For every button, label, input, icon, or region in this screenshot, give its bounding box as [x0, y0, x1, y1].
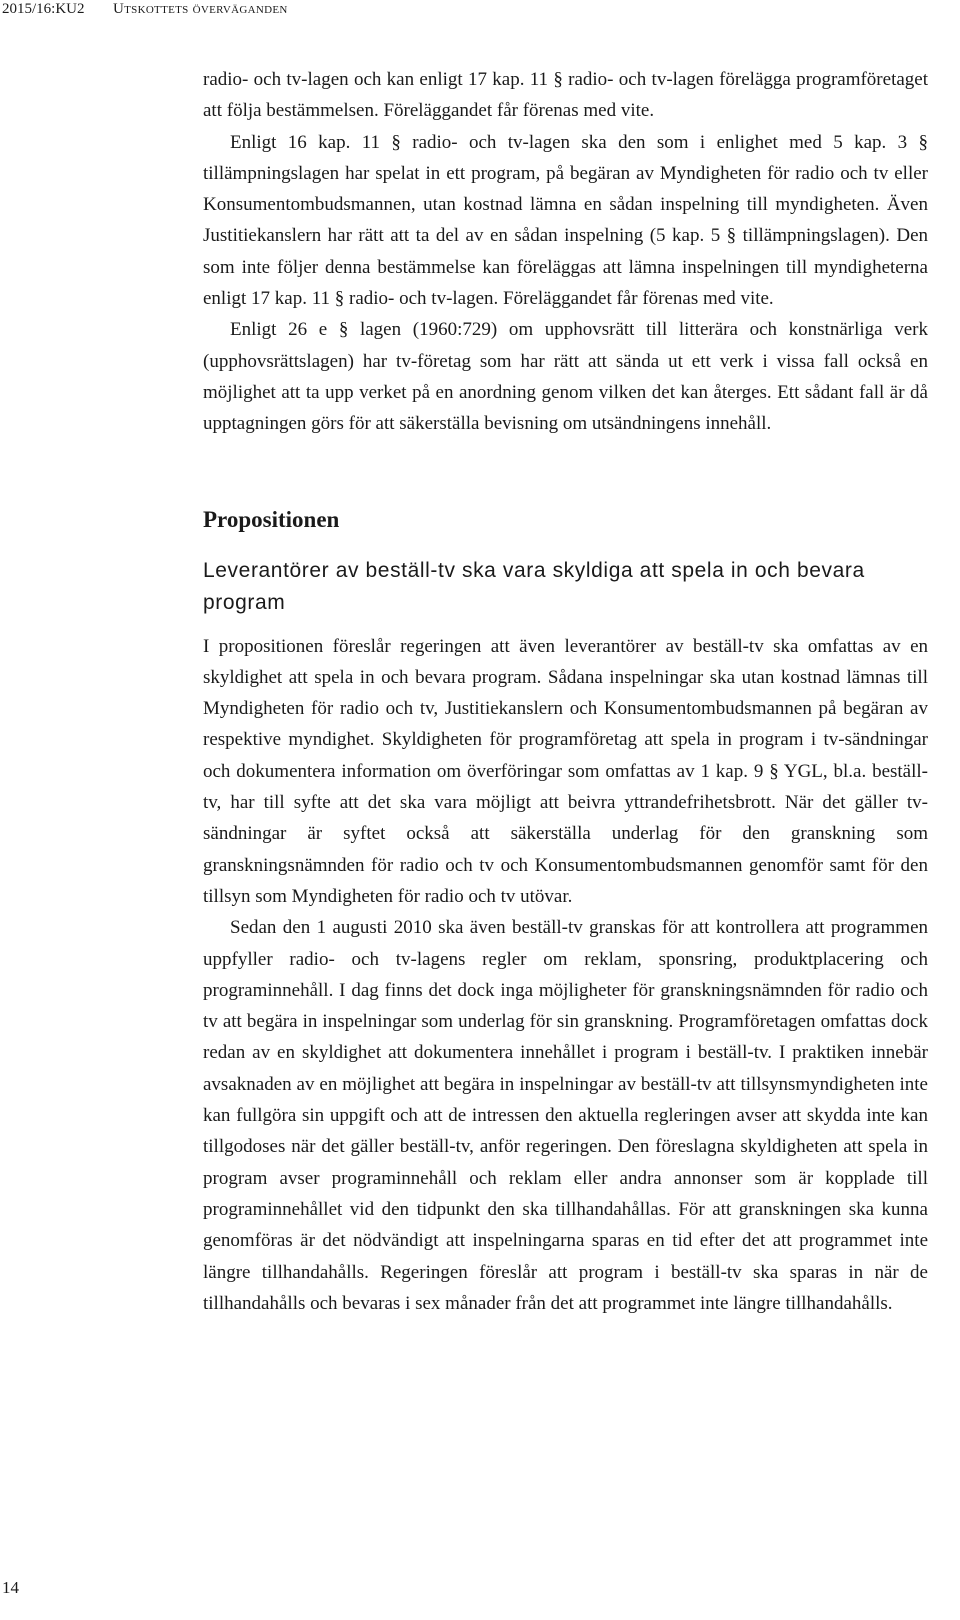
page-number: 14 [2, 1578, 19, 1597]
paragraph-radio-tv-law: Enligt 16 kap. 11 § radio- och tv-lagen ska den som i enlighet med 5 kap. 3 § tillämpningslagen har spelat in ett program, på begäran av Myndigheten för radio och tv eller Konsumentombudsmannen, utan kostnad lämna en sådan inspelning till myndigheten. Även Justitiekanslern har rätt att ta del av en sådan inspelning (5 kap. 5 § tillämpningslagen). Den som inte följer denna bestämmelse kan föreläggas att lämna inspelningen till myndigheterna enligt 17 kap. 11 § radio- och tv-lagen. Föreläggandet får förenas med vite. [203, 131, 928, 310]
section-subheading: Leverantörer av beställ-tv ska vara skyldiga att spela in och bevara program [203, 558, 865, 614]
paragraph-proposition: I propositionen föreslår regeringen att även leverantörer av beställ-tv ska omfattas av en skyldighet att spela in och bevara program. Sådana inspelningar ska utan kostnad lämnas till Myndigheten för radio och tv, Justitiekanslern och Konsumentombudsmannen på begäran av respektive myndighet. Skyldigheten för programföretag att spela in program i tv-sändningar och dokumentera information om överföringar som omfattas av 1 kap. 9 § YGL, bl.a. beställ-tv, har till syfte att det ska vara möjligt att beivra yttrandefrihetsbrott. När det gäller tv-sändningar är syftet också att säkerställa underlag för den granskning som granskningsnämnden för radio och tv och Konsumentombudsmannen genomför samt för den tillsyn som Myndigheten för radio och tv utövar. [203, 635, 928, 907]
document-body [203, 64, 928, 1319]
page-header [0, 0, 960, 40]
paragraph-on-demand-review: Sedan den 1 augusti 2010 ska även beställ-tv granskas för att kontrollera att programmen uppfyller radio- och tv-lagens regler om reklam, sponsring, produktplacering och programinnehåll. I dag finns det dock inga möjligheter för granskningsnämnden för radio och tv att begära in inspelningar som underlag för sin granskning. Programföretagen omfattas dock redan av en skyldighet att dokumentera innehållet i program i beställ-tv. I praktiken innebär avsaknaden av en möjlighet att begära in inspelningar av beställ-tv att tillsynsmyndigheten inte kan fullgöra sin uppgift och att de intressen den aktuella regleringen avser att skydda inte kan tillgodoses när det gäller beställ-tv, anför regeringen. Den föreslagna skyldigheten att spela in program avser programinnehåll och reklam eller andra annonser som är kopplade till programinnehållet vid den tidpunkt den ska tillhandahållas. För att granskningen ska kunna genomföras är det nödvändigt att inspelningarna sparas en tid efter det att programmet inte längre tillhandahålls. Regeringen föreslår att program i beställ-tv ska sparas in när de tillhandahålls och bevaras i sex månader från det att programmet inte längre tillhandahålls. [203, 917, 928, 1314]
section-heading: Propositionen [203, 506, 340, 532]
paragraph-continuation: radio- och tv-lagen och kan enligt 17 kap. 11 § radio- och tv-lagen förelägga programföretaget att följa bestämmelsen. Föreläggandet får förenas med vite. [203, 69, 928, 122]
running-section-title: Utskottets överväganden [113, 1, 288, 17]
document-reference: 2015/16:KU2 [2, 1, 85, 17]
paragraph-copyright-law: Enligt 26 e § lagen (1960:729) om upphovsrätt till litterära och konstnärliga verk (upphovsrättslagen) har tv-företag som har rätt att sända ut ett verk i vissa fall också en möjlighet att ta upp verket på en anordning genom vilken det kan återges. Ett sådant fall är då upptagningen görs för att säkerställa bevisning om utsändningens innehåll. [203, 319, 928, 435]
